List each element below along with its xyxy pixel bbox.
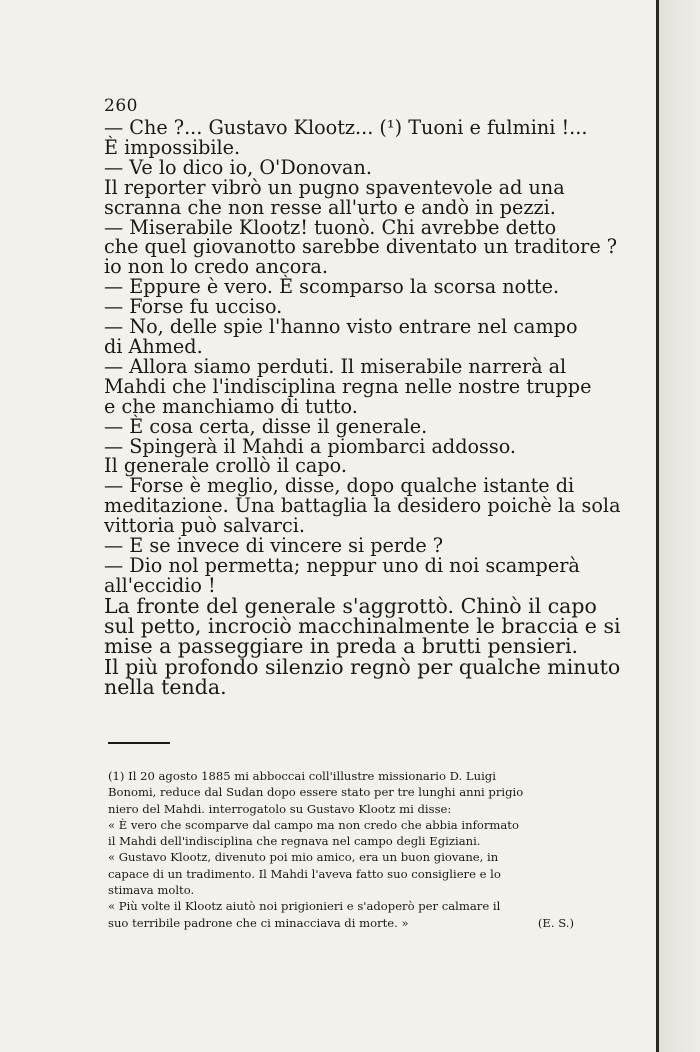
body-text xyxy=(104,116,621,699)
footnote-separator xyxy=(108,742,170,744)
body-line: e che manchiamo di tutto. xyxy=(104,394,358,418)
body-line: io non lo credo ancora. xyxy=(104,255,328,279)
footnote-line: « Più volte il Klootz aiutò noi prigionieri e s'adoperò per calmare il xyxy=(108,899,501,914)
body-line: — Allora siamo perduti. Il miserabile narrerà al xyxy=(104,354,567,378)
footnote-line: (1) Il 20 agosto 1885 mi abboccai coll'illustre missionario D. Luigi xyxy=(108,769,496,783)
footnote-last-line xyxy=(108,915,588,931)
body-line: sul petto, incrociò macchinalmente le braccia e si xyxy=(104,614,621,639)
body-line: meditazione. Una battaglia la desidero poichè la sola xyxy=(104,494,621,518)
body-line: mise a passeggiare in preda a brutti pensieri. xyxy=(104,634,579,659)
body-line: Il più profondo silenzio regnò per qualche minuto xyxy=(104,654,621,679)
body-line: vittoria può salvarci. xyxy=(104,514,305,538)
body-line: — Dio nol permetta; neppur uno di noi scamperà xyxy=(104,553,580,577)
body-line: — Forse è meglio, disse, dopo qualche istante di xyxy=(104,474,575,498)
footnote-block xyxy=(108,768,588,931)
footnote-line: stimava molto. xyxy=(108,883,195,898)
body-line: — E se invece di vincere si perde ? xyxy=(104,534,444,558)
page-edge xyxy=(656,0,659,1052)
footnote-line: suo terribile padrone che ci minacciava di morte. » xyxy=(108,915,409,930)
body-line: scranna che non resse all'urto e andò in pezzi. xyxy=(104,195,556,219)
body-line: — Eppure è vero. È scomparso la scorsa notte. xyxy=(104,275,560,299)
body-line: di Ahmed. xyxy=(104,334,203,358)
page-number: 260 xyxy=(104,96,138,116)
body-line: Il generale crollò il capo. xyxy=(104,454,347,478)
footnote-line: capace di un tradimento. Il Mahdi l'aveva fatto suo consigliere e lo xyxy=(108,866,501,881)
body-line: Il reporter vibrò un pugno spaventevole ad una xyxy=(104,175,565,199)
page-gutter xyxy=(659,0,700,1052)
body-line: — Ve lo dico io, O'Donovan. xyxy=(104,155,372,179)
body-line: La fronte del generale s'aggrottò. Chinò il capo xyxy=(104,593,597,618)
body-line: È impossibile. xyxy=(104,135,241,159)
footnote-line: Bonomi, reduce dal Sudan dopo essere stato per tre lunghi anni prigio xyxy=(108,785,524,800)
body-line: — Che ?... Gustavo Klootz... (¹) Tuoni e fulmini !... xyxy=(104,116,588,139)
body-line: nella tenda. xyxy=(104,674,227,699)
footnote-line: « È vero che scomparve dal campo ma non credo che abbia informato xyxy=(108,817,519,832)
body-line: Mahdi che l'indisciplina regna nelle nostre truppe xyxy=(104,374,592,398)
body-line: — È cosa certa, disse il generale. xyxy=(104,414,428,438)
body-line: che quel giovanotto sarebbe diventato un traditore ? xyxy=(104,235,618,259)
body-line: — Forse fu ucciso. xyxy=(104,295,283,319)
body-line: — Miserabile Klootz! tuonò. Chi avrebbe detto xyxy=(104,215,557,239)
body-line: — No, delle spie l'hanno visto entrare nel campo xyxy=(104,315,578,339)
body-line: — Spingerà il Mahdi a piombarci addosso. xyxy=(104,434,517,458)
footnote-line: niero del Mahdi. interrogatolo su Gustavo Klootz mi disse: xyxy=(108,801,452,816)
footnote-signature: (E. S.) xyxy=(537,915,574,930)
footnote-line: « Gustavo Klootz, divenuto poi mio amico, era un buon giovane, in xyxy=(108,850,499,865)
body-line: all'eccidio ! xyxy=(104,573,216,597)
footnote-line: il Mahdi dell'indisciplina che regnava nel campo degli Egiziani. xyxy=(108,834,481,849)
